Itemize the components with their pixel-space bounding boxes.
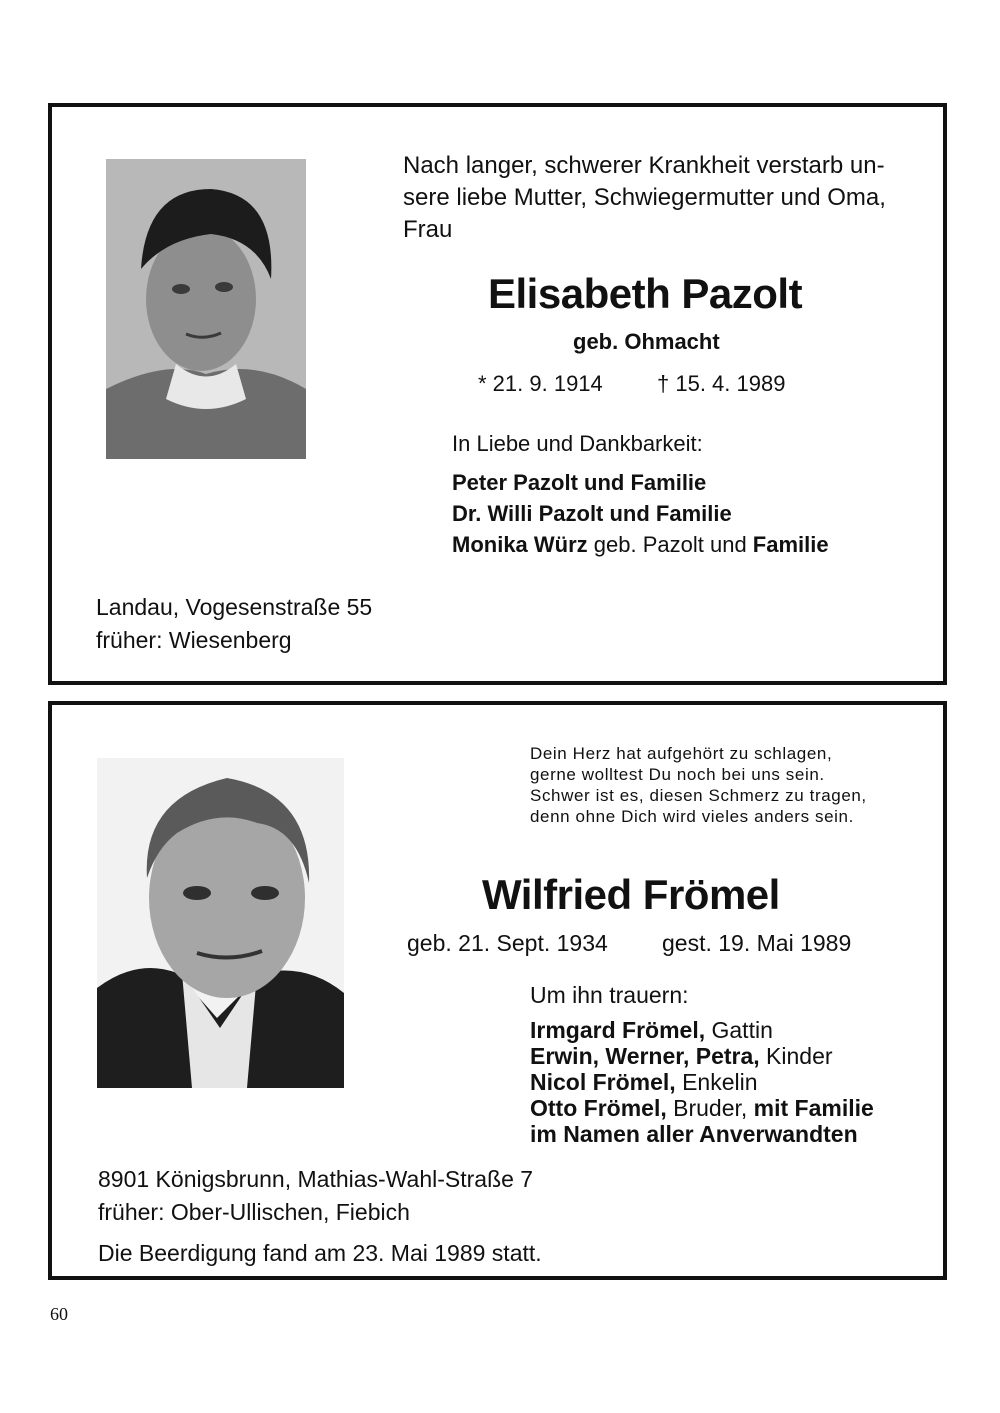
address-line: Landau, Vogesenstraße 55 bbox=[96, 594, 373, 620]
mourner-line: Erwin, Werner, Petra, Kinder bbox=[530, 1043, 833, 1069]
birth-date: geb. 21. Sept. 1934 bbox=[407, 930, 608, 956]
address-block bbox=[98, 1163, 533, 1229]
intro-line: sere liebe Mutter, Schwiegermutter und Oma, bbox=[403, 184, 886, 211]
mourner-line: Peter Pazolt und Familie bbox=[452, 470, 707, 495]
intro-text bbox=[403, 150, 886, 246]
poem-verse bbox=[530, 743, 867, 827]
page-number: 60 bbox=[50, 1304, 68, 1324]
address-block bbox=[96, 591, 372, 657]
poem-line: gerne wolltest Du noch bei uns sein. bbox=[530, 765, 825, 784]
mourners-intro: In Liebe und Dankbarkeit: bbox=[452, 431, 703, 456]
mourner-line: Monika Würz geb. Pazolt und Familie bbox=[452, 532, 829, 557]
poem-line: denn ohne Dich wird vieles anders sein. bbox=[530, 807, 854, 826]
portrait-photo bbox=[106, 159, 306, 459]
deceased-name: Wilfried Frömel bbox=[482, 871, 780, 918]
death-date: gest. 19. Mai 1989 bbox=[662, 930, 852, 956]
poem-line: Schwer ist es, diesen Schmerz zu tragen, bbox=[530, 786, 867, 805]
address-line: 8901 Königsbrunn, Mathias-Wahl-Straße 7 bbox=[98, 1166, 534, 1192]
death-date: † 15. 4. 1989 bbox=[657, 371, 786, 396]
portrait-photo bbox=[97, 758, 344, 1088]
mourner-line: Irmgard Frömel, Gattin bbox=[530, 1017, 773, 1043]
obituary-notice-2 bbox=[48, 701, 947, 1280]
mourner-line: im Namen aller Anverwandten bbox=[530, 1121, 858, 1147]
deceased-name: Elisabeth Pazolt bbox=[488, 270, 803, 317]
intro-line: Nach langer, schwerer Krankheit verstarb un- bbox=[403, 152, 885, 179]
mourner-line: Otto Frömel, Bruder, mit Familie bbox=[530, 1095, 874, 1121]
maiden-name: geb. Ohmacht bbox=[573, 329, 720, 354]
funeral-notice: Die Beerdigung fand am 23. Mai 1989 statt. bbox=[98, 1240, 542, 1266]
mourners-list bbox=[530, 1017, 874, 1147]
intro-line: Frau bbox=[403, 216, 453, 243]
address-line: früher: Ober-Ullischen, Fiebich bbox=[98, 1199, 410, 1225]
mourners-list bbox=[452, 467, 829, 560]
mourner-line: Nicol Frömel, Enkelin bbox=[530, 1069, 758, 1095]
mourner-line: Dr. Willi Pazolt und Familie bbox=[452, 501, 732, 526]
obituary-notice-1 bbox=[48, 103, 947, 685]
birth-date: * 21. 9. 1914 bbox=[478, 371, 603, 396]
address-line: früher: Wiesenberg bbox=[96, 627, 292, 653]
poem-line: Dein Herz hat aufgehört zu schlagen, bbox=[530, 744, 833, 763]
mourners-intro: Um ihn trauern: bbox=[530, 982, 689, 1008]
